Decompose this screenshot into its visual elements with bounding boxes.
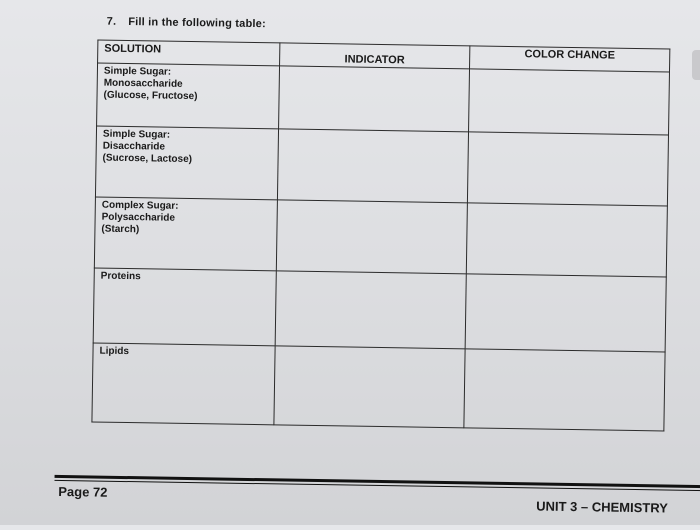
indicator-cell[interactable] [276, 200, 467, 274]
solution-cell [95, 126, 278, 200]
solution-line: Proteins [100, 270, 141, 283]
solution-cell [92, 343, 275, 425]
table-row [93, 268, 666, 352]
header-solution: SOLUTION [98, 40, 280, 66]
solution-cell [94, 197, 277, 271]
indicator-cell[interactable] [277, 129, 468, 203]
table-row [94, 197, 667, 277]
indicator-cell[interactable] [275, 271, 466, 349]
color-change-cell[interactable] [466, 203, 667, 277]
color-change-cell[interactable] [469, 69, 670, 135]
solution-line: (Starch) [101, 223, 140, 236]
color-change-cell[interactable] [465, 274, 666, 352]
fill-in-table [91, 40, 670, 432]
solution-line: Simple Sugar: [103, 65, 172, 78]
table-row [97, 63, 670, 135]
indicator-cell[interactable] [279, 66, 470, 132]
solution-line: Simple Sugar: [102, 128, 171, 141]
page-edge-shadow [692, 50, 700, 80]
solution-line: Complex Sugar: [101, 199, 179, 212]
solution-line: Polysaccharide [101, 211, 176, 224]
table-row [95, 126, 668, 206]
solution-cell [93, 268, 276, 346]
solution-line: Disaccharide [102, 140, 166, 153]
color-change-cell[interactable] [464, 349, 665, 431]
solution-cell [97, 63, 280, 129]
color-change-cell[interactable] [467, 132, 668, 206]
solution-line: (Sucrose, Lactose) [102, 152, 193, 166]
unit-title: UNIT 3 – CHEMISTRY [536, 498, 668, 516]
solution-line: Monosaccharide [103, 77, 183, 90]
header-indicator: INDICATOR [280, 43, 470, 69]
question-text: Fill in the following table: [128, 16, 266, 31]
question-prompt [107, 16, 266, 30]
header-color-change: COLOR CHANGE [470, 46, 670, 72]
indicator-cell[interactable] [274, 346, 465, 428]
solution-line: (Glucose, Fructose) [103, 89, 198, 103]
question-number: 7. [106, 15, 117, 28]
table-row [92, 343, 665, 431]
solution-line: Lipids [99, 345, 130, 358]
page-number: Page 72 [58, 483, 108, 500]
